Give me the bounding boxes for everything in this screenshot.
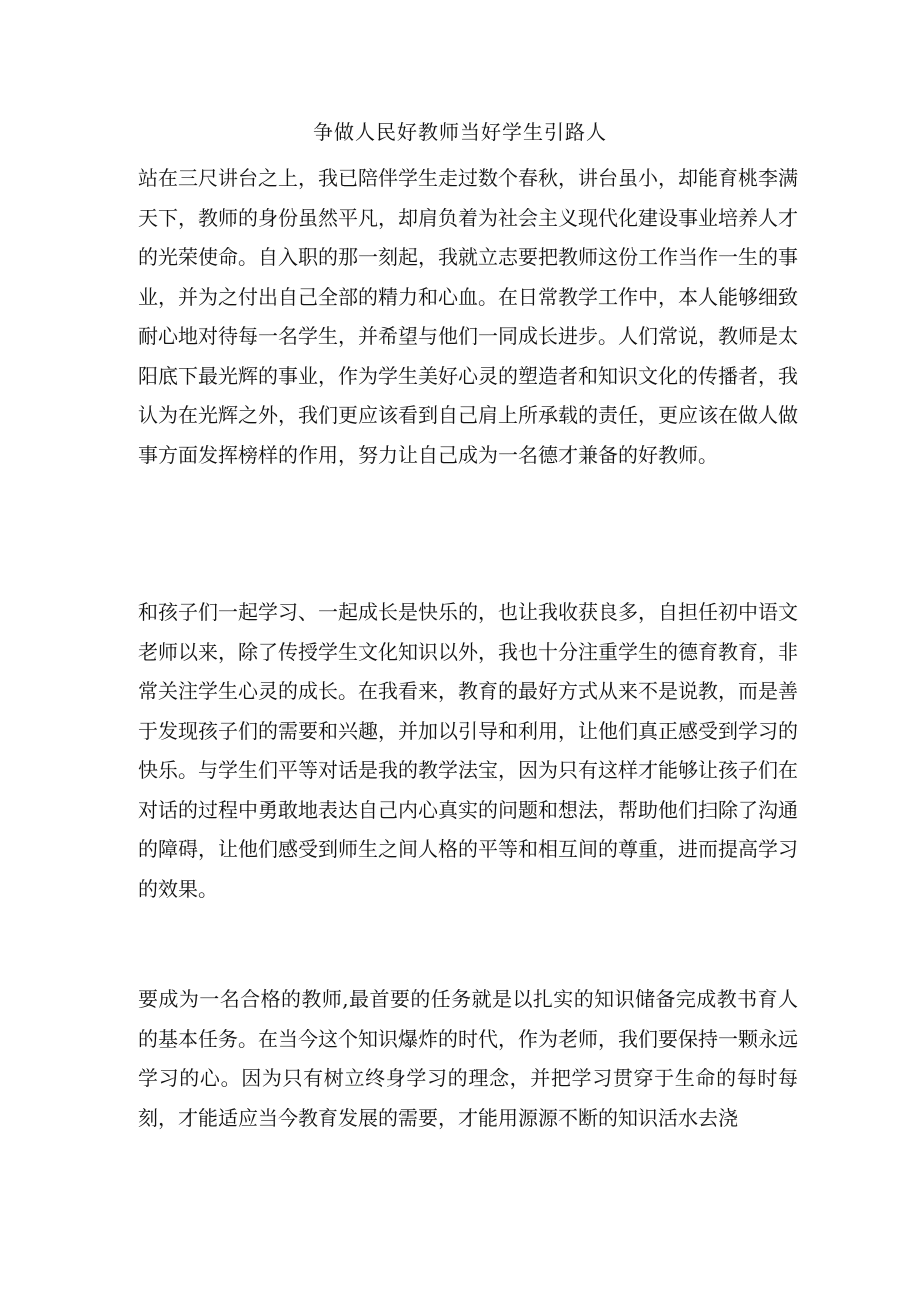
paragraph-1: 站在三尺讲台之上，我已陪伴学生走过数个春秋，讲台虽小，却能育桃李满天下，教师的身份虽然平凡，却肩负着为社会主义现代化建设事业培养人才的光荣使命。自入职的那一刻起，我就立志要把教师这份工作当作一生的事业，并为之付出自己全部的精力和心血。在日常教学工作中，本人能够细致耐心地对待每一名学生，并希望与他们一同成长进步。人们常说，教师是太阳底下最光辉的事业，作为学生美好心灵的塑造者和知识文化的传播者，我认为在光辉之外，我们更应该看到自己肩上所承载的责任，更应该在做人做事方面发挥榜样的作用，努力让自己成为一名德才兼备的好教师。	[138, 166, 798, 467]
paragraph-3: 要成为一名合格的教师,最首要的任务就是以扎实的知识储备完成教书育人的基本任务。在当今这个知识爆炸的时代，作为老师，我们要保持一颗永远学习的心。因为只有树立终身学习的理念，并把学习贯穿于生命的每时每刻，才能适应当今教育发展的需要，才能用源源不断的知识活水去浇	[138, 987, 798, 1130]
document-title: 争做人民好教师当好学生引路人	[313, 120, 607, 144]
paragraph-2: 和孩子们一起学习、一起成长是快乐的，也让我收获良多，自担任初中语文老师以来，除了传授学生文化知识以外，我也十分注重学生的德育教育，非常关注学生心灵的成长。在我看来，教育的最好方式从来不是说教，而是善于发现孩子们的需要和兴趣，并加以引导和利用，让他们真正感受到学习的快乐。与学生们平等对话是我的教学法宝，因为只有这样才能够让孩子们在对话的过程中勇敢地表达自己内心真实的问题和想法，帮助他们扫除了沟通的障碍，让他们感受到师生之间人格的平等和相互间的尊重，进而提高学习的效果。	[138, 600, 798, 901]
